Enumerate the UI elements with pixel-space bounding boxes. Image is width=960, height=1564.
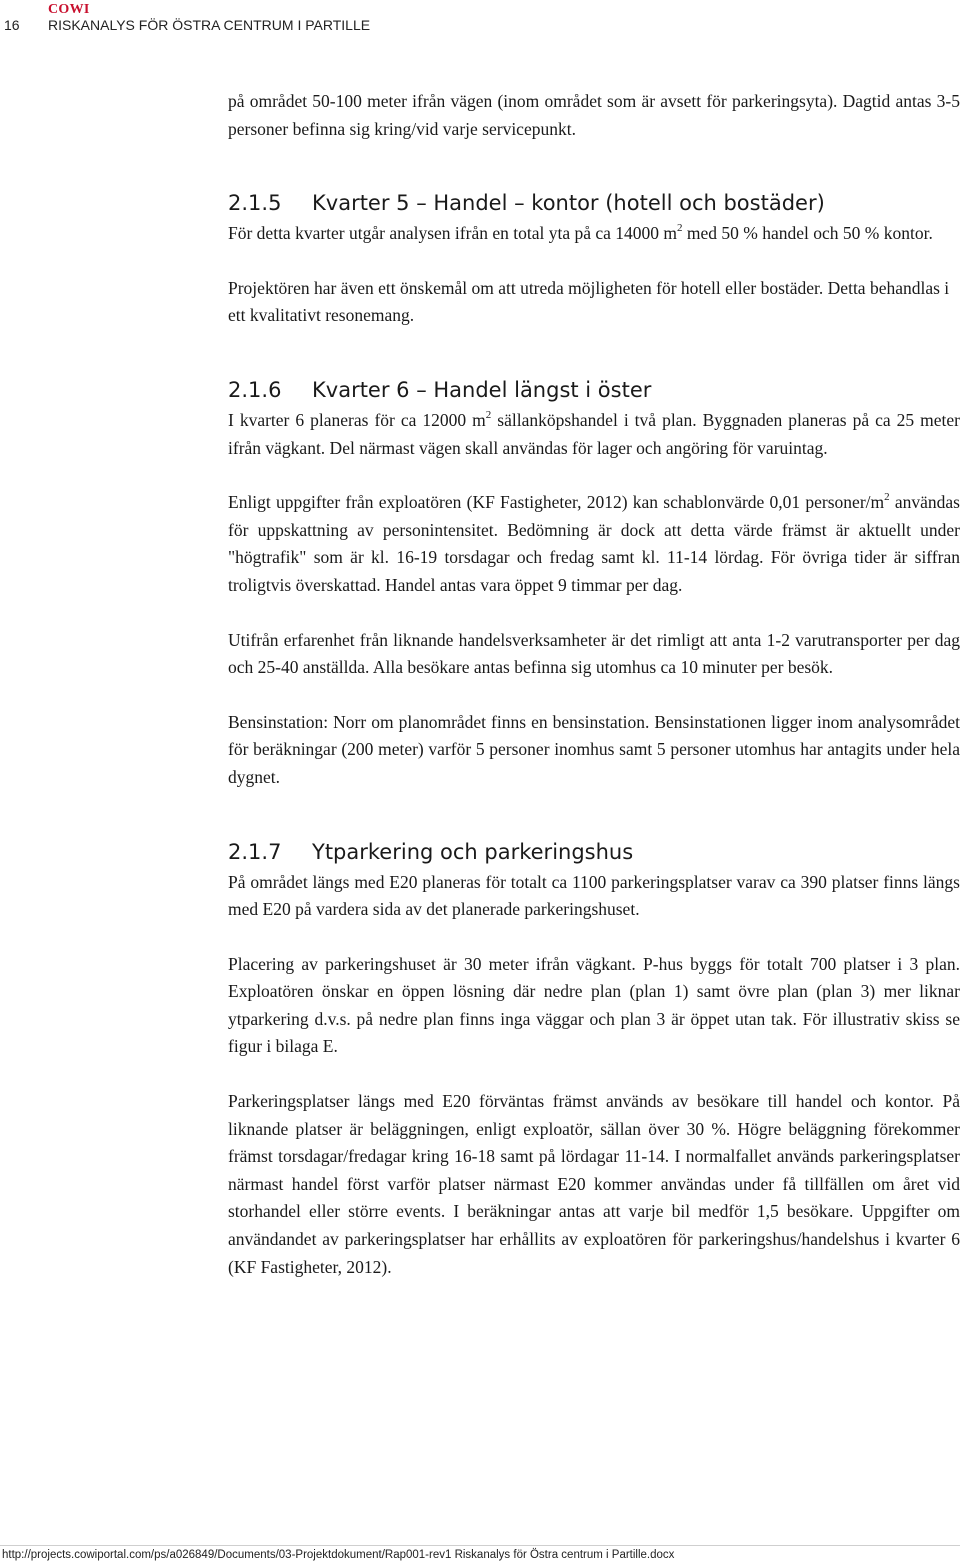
section-number: 2.1.7 xyxy=(228,839,282,864)
paragraph-block6: I kvarter 6 planeras för ca 12000 $m^2$ sällanköpshandel i två plan. Byggnaden planeras på ca 25 meter ifrån vägkant. Del närmast vägen skall användas för lager och angöring för varuintag. xyxy=(228,408,960,458)
document-body xyxy=(228,88,960,1281)
paragraph-area: För detta kvarter utgår analysen ifrån en total yta på ca 14000 $m^2$ med 50 % handel och 50 % kontor. xyxy=(228,222,933,244)
section-title: Ytparkering och parkeringshus xyxy=(312,839,634,864)
section-title: Kvarter 6 – Handel längst i öster xyxy=(312,377,652,402)
paragraph-intensity: Enligt uppgifter från exploatören (KF Fastigheter, 2012) kan schablonvärde 0,01 personer/$m^2$ användas för uppskattning av personintensitet. Bedömning är dock att detta värde främst är aktuellt under "högtrafik" som är kl. 16-19 torsdagar och fredag samt kl. 11-14 lördag. För övriga tider är siffran troligtvis överskattad. Handel antas vara öppet 9 timmar per dag. xyxy=(228,491,960,595)
section-heading-2-1-6 xyxy=(228,376,960,404)
section-number: 2.1.5 xyxy=(228,191,282,216)
paragraph-parking-usage: Parkeringsplatser längs med E20 förväntas främst används av besökare till handel och kontor. På liknande platser är beläggningen, enligt exploatör, sällan över 30 %. Högre beläggning förekommer främst torsdagar/fredagar kring 16-18 samt på lördagar 11-14. I normalfallet används parkeringsplatser närmast handel först varför platser närmast E20 kommer användas under få tillfällen om året vid storhandel eller större events. I beräkningar antas att varje bil medför 1,5 besökare. Uppgifter om användandet av parkeringsplatser har erhållits av exploatören för parkeringshus/handelshus i kvarter 6 (KF Fastigheter, 2012). xyxy=(228,1091,960,1277)
document-path: http://projects.cowiportal.com/ps/a026849/Documents/03-Projektdokument/Rap001-rev1 Riskanalys för Östra centrum i Partille.docx xyxy=(2,1549,675,1561)
paragraph-transports: Utifrån erfarenhet från liknande handelsverksamheter är det rimligt att anta 1-2 varutransporter per dag och 25-40 anställda. Alla besökare antas befinna sig utomhus ca 10 minuter per besök. xyxy=(228,629,960,678)
paragraph-intro: på området 50-100 meter ifrån vägen (inom området som är avsett för parkeringsyta). Dagtid antas 3-5 personer befinna sig kring/vid varje servicepunkt. xyxy=(228,91,960,139)
paragraph-hotel: Projektören har även ett önskemål om att utreda möjligheten för hotell eller bostäder. Detta behandlas i ett kvalitativt resonemang. xyxy=(228,277,950,326)
section-heading-2-1-7 xyxy=(228,838,960,866)
paragraph-parking-spaces: På området längs med E20 planeras för totalt ca 1100 parkeringsplatser varav ca 390 platser finns längs med E20 på vardera sida av det planerade parkeringshuset. xyxy=(228,871,960,920)
section-heading-2-1-5 xyxy=(228,189,960,217)
paragraph-parking-house: Placering av parkeringshuset är 30 meter ifrån vägkant. P-hus byggs för totalt 700 platser i 3 plan. Exploatören önskar en öppen lösning där nedre plan (plan 1) samt övre plan (plan 3) mer liknar ytparkering d.v.s. på nedre plan finns inga väggar och plan 3 är öppet utan tak. För illustrativ skiss se figur i bilaga E. xyxy=(228,953,960,1057)
section-number: 2.1.6 xyxy=(228,377,282,402)
page-number: 16 xyxy=(4,17,20,33)
section-title: Kvarter 5 – Handel – kontor (hotell och bostäder) xyxy=(312,191,825,216)
document-title: RISKANALYS FÖR ÖSTRA CENTRUM I PARTILLE xyxy=(48,17,371,33)
page-footer xyxy=(0,1545,960,1564)
paragraph-petrol-station: Bensinstation: Norr om planområdet finns en bensinstation. Bensinstationen ligger inom analysområdet för beräkningar (200 meter) varför 5 personer inomhus samt 5 personer utomhus har antagits under hela dygnet. xyxy=(228,711,960,787)
page-header xyxy=(0,0,960,40)
cowi-logo: COWI xyxy=(48,2,90,17)
